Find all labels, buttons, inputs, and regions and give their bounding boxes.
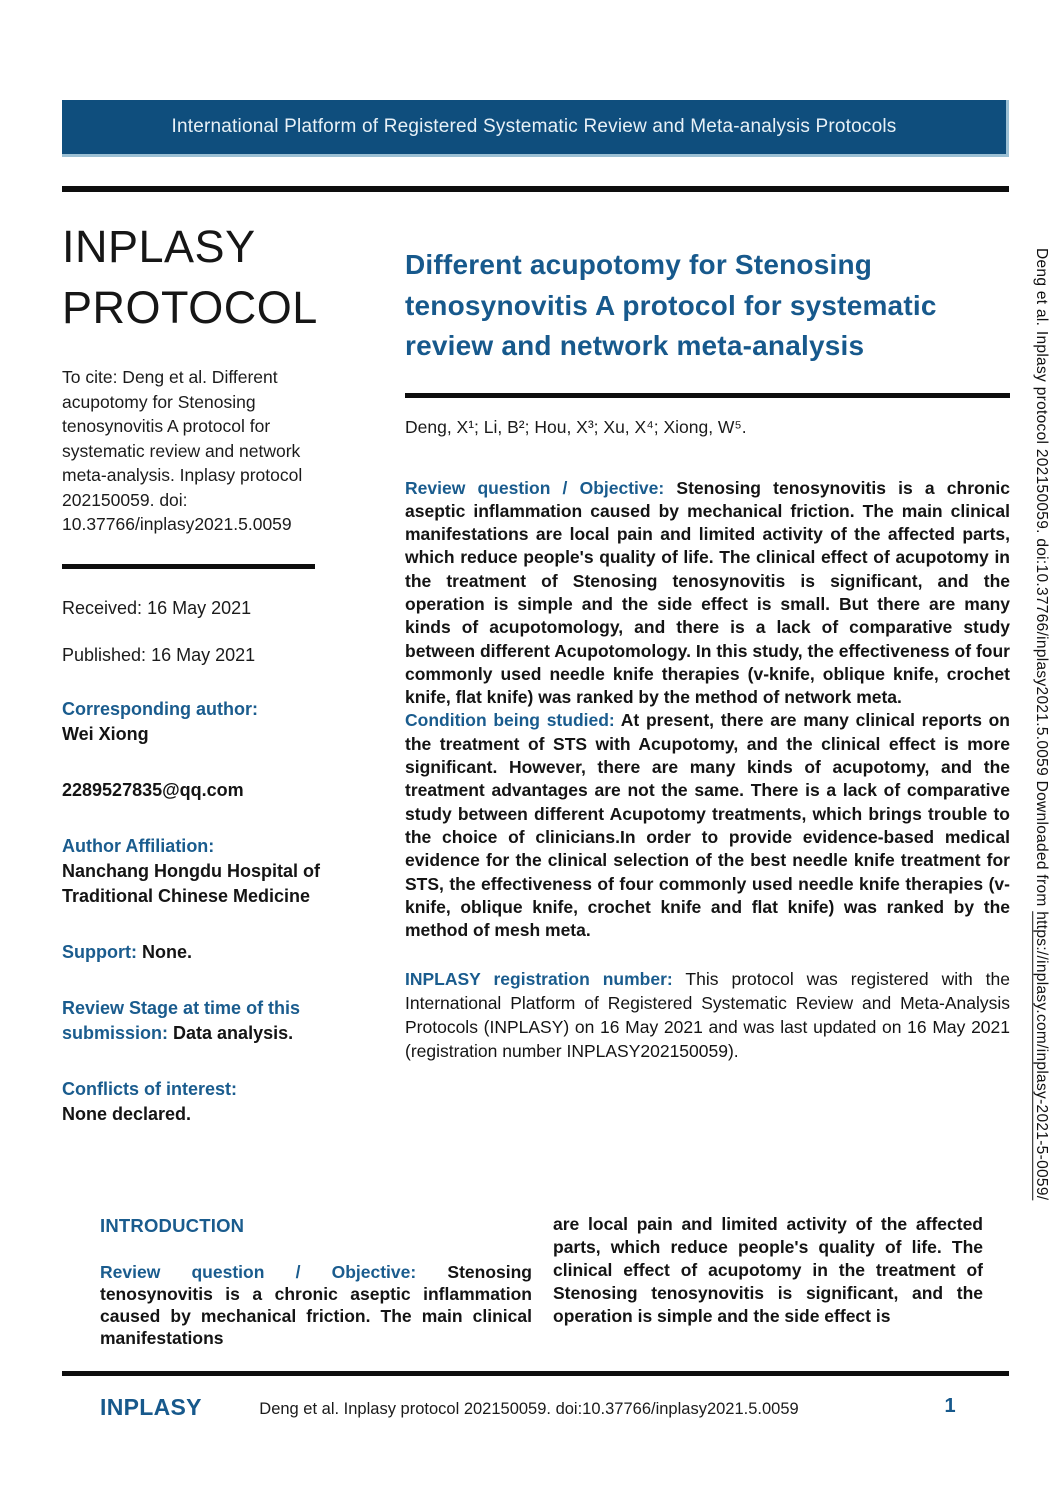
introduction-col2-body: are local pain and limited activity of the affected parts, which reduce people's quality of life. The clinical effect of acupotomy in the treatment of Stenosing tenosynovitis is significant, and the operation is simple and the side effect is [553, 1214, 983, 1326]
review-question-body: Stenosing tenosynovitis is a chronic aseptic inflammation caused by mechanical friction. The main clinical manifestations are local pain and limited activity of the affected parts, which reduce people's quality of life. The clinical effect of acupotomy in the treatment of Stenosing tenosynovitis is significant, and the operation is simple and the side effect is small. But there are many kinds of acupotomology, and there is a lack of comparative study between different Acupotomology. In this study, the effectiveness of four commonly used needle knife therapies (v-knife, oblique knife, crochet knife, flat knife) was ranked by the method of network meta. [405, 477, 1010, 708]
registration-paragraph [405, 967, 1010, 1063]
masthead-line1: INPLASY [62, 221, 256, 272]
conflicts-label: Conflicts of interest: [62, 1078, 238, 1099]
introduction-paragraph [100, 1261, 532, 1349]
received-label: Received: [62, 597, 143, 618]
introduction-heading: INTRODUCTION [100, 1215, 245, 1236]
masthead [62, 216, 338, 338]
support-block [62, 940, 338, 965]
published-label: Published: [62, 644, 147, 665]
condition-label: Condition being studied: [405, 710, 615, 731]
review-stage-label: Review Stage at time of this submission: [62, 997, 301, 1043]
support-value: None. [142, 941, 193, 962]
registration-body: This protocol was registered with the International Platform of Registered Systematic Review and Meta-Analysis Protocols (INPLASY) on 16 May 2021 and was last updated on 16 May 2021 (registration number INPLASY202150059). [405, 969, 1010, 1062]
registration-label: INPLASY registration number: [405, 969, 673, 990]
review-question-paragraph [405, 477, 1010, 710]
condition-body: At present, there are many clinical reports on the treatment of STS with Acupotomy, and the clinical effect is more significant. However, there are many kinds of acupotomy, and the treatment advantages are not the same. There is a lack of comparative study between different Acupotomy treatments, which brings trouble to the choice of clinicians.In order to provide evidence-based medical evidence for the clinical selection of the best needle knife treatment for STS, the effectiveness of four commonly used needle knife therapies (v-knife, oblique knife, crochet knife and flat knife) was ranked by the method of mesh meta. [405, 710, 1010, 941]
sidebar-running-head [1032, 248, 1050, 1428]
banner [62, 100, 1009, 157]
title-divider [405, 393, 1010, 398]
masthead-line2: PROTOCOL [62, 282, 318, 333]
affiliation-label: Author Affiliation: [62, 835, 215, 856]
condition-paragraph [405, 709, 1010, 942]
published-value: 16 May 2021 [151, 644, 256, 665]
email-block [62, 778, 338, 803]
review-question-label: Review question / Objective: [405, 477, 665, 498]
page-number: 1 [944, 1395, 956, 1417]
introduction-col1-body: Stenosing tenosynovitis is a chronic aseptic inflammation caused by mechanical friction. The main clinical manifestations [100, 1262, 532, 1348]
footer-logo: INPLASY [100, 1394, 202, 1420]
published-line [62, 645, 338, 666]
email-value: 2289527835@qq.com [62, 779, 244, 800]
introduction-column-1 [100, 1215, 532, 1349]
review-stage-block [62, 996, 338, 1046]
support-label: Support: [62, 941, 137, 962]
sidebar-download-link[interactable]: https://inplasy.com/inplasy-2021-5-0059/ [1033, 911, 1050, 1201]
sidebar-citation-text: Deng et al. Inplasy protocol 202150059. doi:10.37766/inplasy2021.5.0059 Downloaded from [1033, 248, 1050, 912]
corresponding-author-name: Wei Xiong [62, 723, 149, 744]
affiliation-value: Nanchang Hongdu Hospital of Traditional Chinese Medicine [62, 860, 320, 906]
authors-line: Deng, X¹; Li, B²; Hou, X³; Xu, X⁴; Xiong, W⁵. [405, 416, 747, 437]
left-column [62, 216, 338, 1127]
main-column [405, 245, 1010, 1063]
conflicts-value: None declared. [62, 1103, 192, 1124]
banner-title: International Platform of Registered Systematic Review and Meta-analysis Protocols [171, 116, 897, 137]
article-title: Different acupotomy for Stenosing tenosynovitis A protocol for systematic review and network meta-analysis [405, 249, 937, 361]
received-value: 16 May 2021 [147, 597, 252, 618]
introduction-column-2 [553, 1213, 983, 1328]
footer-citation: Deng et al. Inplasy protocol 202150059. doi:10.37766/inplasy2021.5.0059 [259, 1400, 799, 1418]
corresponding-author-label: Corresponding author: [62, 698, 258, 719]
corresponding-author-block [62, 697, 338, 747]
received-line [62, 598, 338, 619]
footer-divider [62, 1371, 1009, 1376]
left-divider [62, 564, 315, 569]
introduction-label: Review question / Objective: [100, 1262, 417, 1282]
review-stage-value: Data analysis. [173, 1022, 294, 1043]
conflicts-block [62, 1077, 338, 1127]
top-divider [62, 186, 1009, 192]
citation-text: To cite: Deng et al. Different acupotomy for Stenosing tenosynovitis A protocol for systematic review and network meta-analysis. Inplasy protocol 202150059. doi: 10.37766/inplasy2021.5.0059 [62, 367, 303, 534]
affiliation-block [62, 834, 338, 909]
